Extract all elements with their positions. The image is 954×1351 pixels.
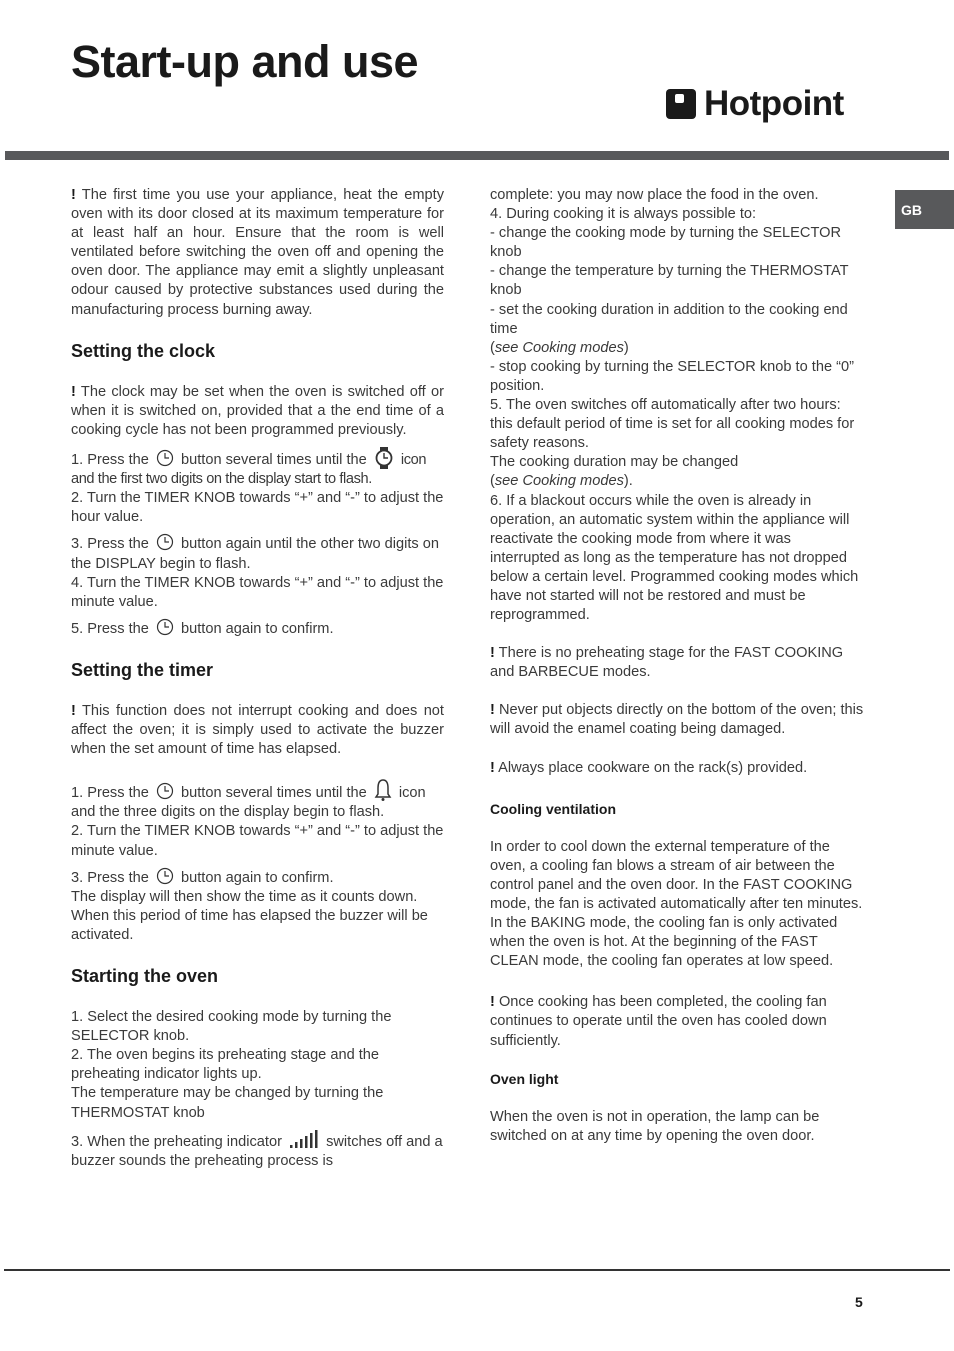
start-heading: Starting the oven — [71, 966, 219, 986]
clock-button-icon — [156, 867, 174, 885]
bottom-divider — [4, 1269, 950, 1271]
intro-paragraph: ! The first time you use your appliance, heat the empty oven with its door closed at its maximum temperature for at least half an hour. Ensure that the room is well ventilated before switching the oven off and opening the oven door. The appliance may emit a slightly unpleasant odour caused by protective substances used during the manufacturing process burning away. — [71, 187, 444, 318]
logo-text: Hotpoint — [704, 84, 844, 123]
top-divider — [5, 151, 949, 160]
start-step-2b: The temperature may be changed by turning the THERMOSTAT knob — [71, 1085, 384, 1121]
right-p6: - stop cooking by turning the SELECTOR knob to the “0” position. — [490, 358, 854, 394]
right-p5: - set the cooking duration in addition to the cooking end time — [490, 301, 848, 337]
timer-step-3: 3. Press the button again to confirm. — [71, 867, 444, 888]
note-preheating: ! There is no preheating stage for the FAST COOKING and BARBECUE modes. — [490, 645, 844, 681]
page-title: Start-up and use — [71, 36, 419, 87]
clock-step-1: 1. Press the button several times until the icon and the first two digits on the display start to flash. — [71, 446, 444, 489]
watch-icon — [374, 446, 394, 470]
timer-note: ! This function does not interrupt cooking and does not affect the oven; it is simply used to activate the buzzer when the set amount of time has elapsed. — [71, 702, 444, 758]
cooling-heading: Cooling ventilation — [490, 800, 616, 817]
oven-light-paragraph: When the oven is not in operation, the lamp can be switched on at any time by opening the oven door. — [490, 1108, 820, 1144]
right-p9: 6. If a blackout occurs while the oven is already in operation, an automatic system within the appliance will reactivate the cooking mode from where it was interrupted as long as the temperature has not dropped below a certain level. Programmed cooking modes which have not started will not be restored and must be reprogrammed. — [490, 492, 859, 624]
right-p7: 5. The oven switches off automatically after two hours: this default period of time is set for all cooking modes for safety reasons. — [490, 397, 855, 452]
clock-button-icon — [156, 782, 174, 800]
start-step-3: 3. When the preheating indicator switches off and a buzzer sounds the preheating process is — [71, 1129, 444, 1171]
clock-button-icon — [156, 618, 174, 636]
see-cooking-modes-2: (see Cooking modes). — [490, 473, 633, 490]
timer-step-2: 2. Turn the TIMER KNOB towards “+” and “-” to adjust the minute value. — [71, 823, 444, 859]
start-step-2: 2. The oven begins its preheating stage and the preheating indicator lights up. — [71, 1047, 380, 1083]
note-cooling-fan: ! Once cooking has been completed, the cooling fan continues to operate until the oven has cooled down sufficiently. — [490, 994, 827, 1049]
right-p3: - change the cooking mode by turning the SELECTOR knob — [490, 225, 841, 261]
logo-mark-icon — [666, 89, 696, 119]
clock-button-icon — [156, 533, 174, 551]
note-enamel: ! Never put objects directly on the bottom of the oven; this will avoid the enamel coating being damaged. — [490, 702, 864, 738]
start-step-1: 1. Select the desired cooking mode by turning the SELECTOR knob. — [71, 1009, 392, 1045]
clock-button-icon — [156, 449, 174, 467]
right-p8: The cooking duration may be changed — [490, 454, 739, 471]
clock-step-2: 2. Turn the TIMER KNOB towards “+” and “-” to adjust the hour value. — [71, 490, 444, 526]
clock-step-3: 3. Press the button again until the other two digits on the DISPLAY begin to flash. — [71, 533, 444, 573]
cooling-paragraph: In order to cool down the external temperature of the oven, a cooling fan blows a stream of air between the control panel and the oven door. In the FAST COOKING mode, the fan is activated automatically after ten minutes. In the BAKING mode, the cooling fan is only activated when the oven is hot. At the beginning of the FAST CLEAN mode, the cooling fan operates at low speed. — [490, 838, 863, 970]
page-number: 5 — [855, 1294, 863, 1310]
right-p4: - change the temperature by turning the THERMOSTAT knob — [490, 263, 849, 299]
clock-heading: Setting the clock — [71, 340, 216, 361]
bell-icon — [374, 778, 392, 802]
right-p2: 4. During cooking it is always possible to: — [490, 206, 757, 223]
timer-step-1: 1. Press the button several times until the icon and the three digits on the display begin to flash. — [71, 778, 444, 822]
clock-note: ! The clock may be set when the oven is switched off or when it is switched on, provided that a the end time of a cooking cycle has not been programmed previously. — [71, 383, 444, 438]
right-column — [490, 186, 864, 1146]
clock-step-4: 4. Turn the TIMER KNOB towards “+” and “-” to adjust the minute value. — [71, 574, 444, 610]
language-tab: GB — [895, 190, 954, 229]
hotpoint-logo — [666, 86, 844, 122]
clock-step-5: 5. Press the button again to confirm. — [71, 618, 444, 639]
timer-countdown-text: The display will then show the time as it counts down. When this period of time has elapsed the buzzer will be activated. — [71, 888, 428, 943]
see-cooking-modes-1: (see Cooking modes) — [490, 339, 629, 356]
timer-heading: Setting the timer — [71, 659, 214, 680]
left-column — [71, 186, 444, 1171]
oven-light-heading: Oven light — [490, 1070, 559, 1087]
preheat-bars-icon — [289, 1129, 319, 1149]
note-cookware: ! Always place cookware on the rack(s) provided. — [490, 759, 808, 776]
right-p1: complete: you may now place the food in the oven. — [490, 187, 819, 203]
